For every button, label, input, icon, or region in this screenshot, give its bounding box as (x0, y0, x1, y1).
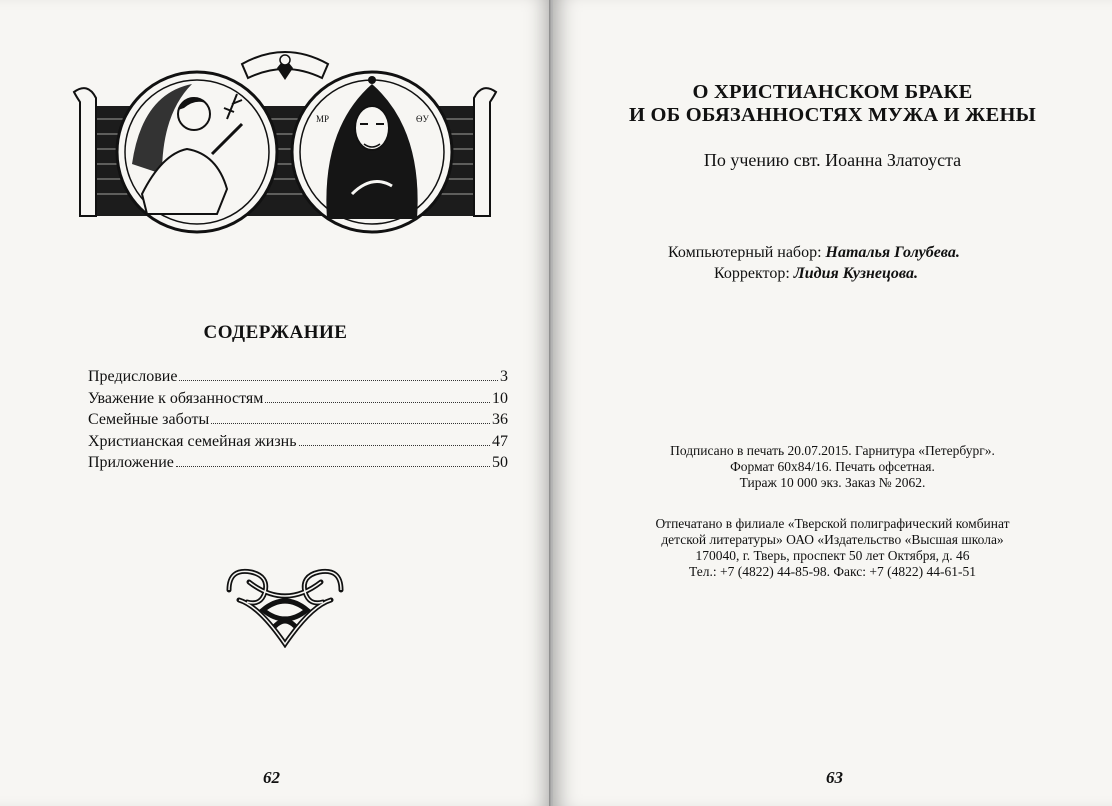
toc-heading: СОДЕРЖАНИЕ (203, 322, 348, 343)
svg-text:МР: МР (316, 114, 330, 124)
proofreader-label: Корректор: (714, 265, 794, 282)
toc-leader-dots (265, 402, 490, 403)
toc-entry-page: 36 (492, 411, 508, 428)
page-number: 62 (263, 768, 280, 787)
proofreader-name: Лидия Кузнецова. (793, 265, 918, 282)
toc-leader-dots (179, 380, 498, 381)
table-of-contents (88, 366, 508, 474)
toc-entry-page: 47 (492, 432, 508, 450)
toc-entry[interactable] (88, 431, 508, 453)
toc-entry-title: Семейные заботы (88, 411, 210, 428)
toc-entry-title: Приложение (88, 454, 174, 471)
annunciation-illustration (72, 44, 498, 236)
book-subtitle: По учению свт. Иоанна Златоуста (703, 150, 962, 170)
toc-entry-title: Христианская семейная жизнь (88, 432, 297, 450)
toc-leader-dots (211, 423, 490, 424)
left-page (0, 0, 551, 806)
book-title-line-2: И ОБ ОБЯЗАННОСТЯХ МУЖА И ЖЕНЫ (629, 104, 1036, 126)
toc-leader-dots (299, 445, 490, 446)
typesetter-name: Наталья Голубева. (825, 244, 960, 261)
printer-line: Тел.: +7 (4822) 44-85-98. Факс: +7 (4822) 44-61-51 (689, 564, 976, 579)
toc-entry-page: 50 (492, 454, 508, 471)
printer-line: Отпечатано в филиале «Тверской полиграфический комбинат (655, 516, 1010, 531)
svg-text:ѲУ: ѲУ (416, 114, 429, 124)
right-page (553, 0, 1112, 806)
proofreader-credit (714, 265, 918, 283)
toc-entry[interactable] (88, 452, 508, 474)
toc-entry-title: Уважение к обязанностям (88, 389, 264, 407)
toc-entry-title: Предисловие (88, 368, 178, 385)
toc-leader-dots (176, 466, 490, 467)
toc-entry[interactable] (88, 409, 508, 431)
book-title-line-1: О ХРИСТИАНСКОМ БРАКЕ (692, 81, 973, 103)
printer-line: 170040, г. Тверь, проспект 50 лет Октября, д. 46 (695, 548, 970, 563)
celtic-knot-ornament (219, 560, 351, 648)
typesetting-label: Компьютерный набор: (668, 244, 826, 261)
imprint-line: Тираж 10 000 экз. Заказ № 2062. (739, 475, 926, 490)
imprint-line: Подписано в печать 20.07.2015. Гарнитура «Петербург». (670, 443, 995, 458)
toc-entry[interactable] (88, 366, 508, 388)
typesetting-credit (668, 244, 960, 262)
toc-entry-page: 10 (492, 389, 508, 407)
imprint-line: Формат 60х84/16. Печать офсетная. (730, 459, 935, 474)
toc-entry[interactable] (88, 388, 508, 410)
toc-entry-page: 3 (500, 368, 508, 385)
printer-line: детской литературы» ОАО «Издательство «Высшая школа» (661, 532, 1004, 547)
page-number: 63 (826, 768, 843, 787)
